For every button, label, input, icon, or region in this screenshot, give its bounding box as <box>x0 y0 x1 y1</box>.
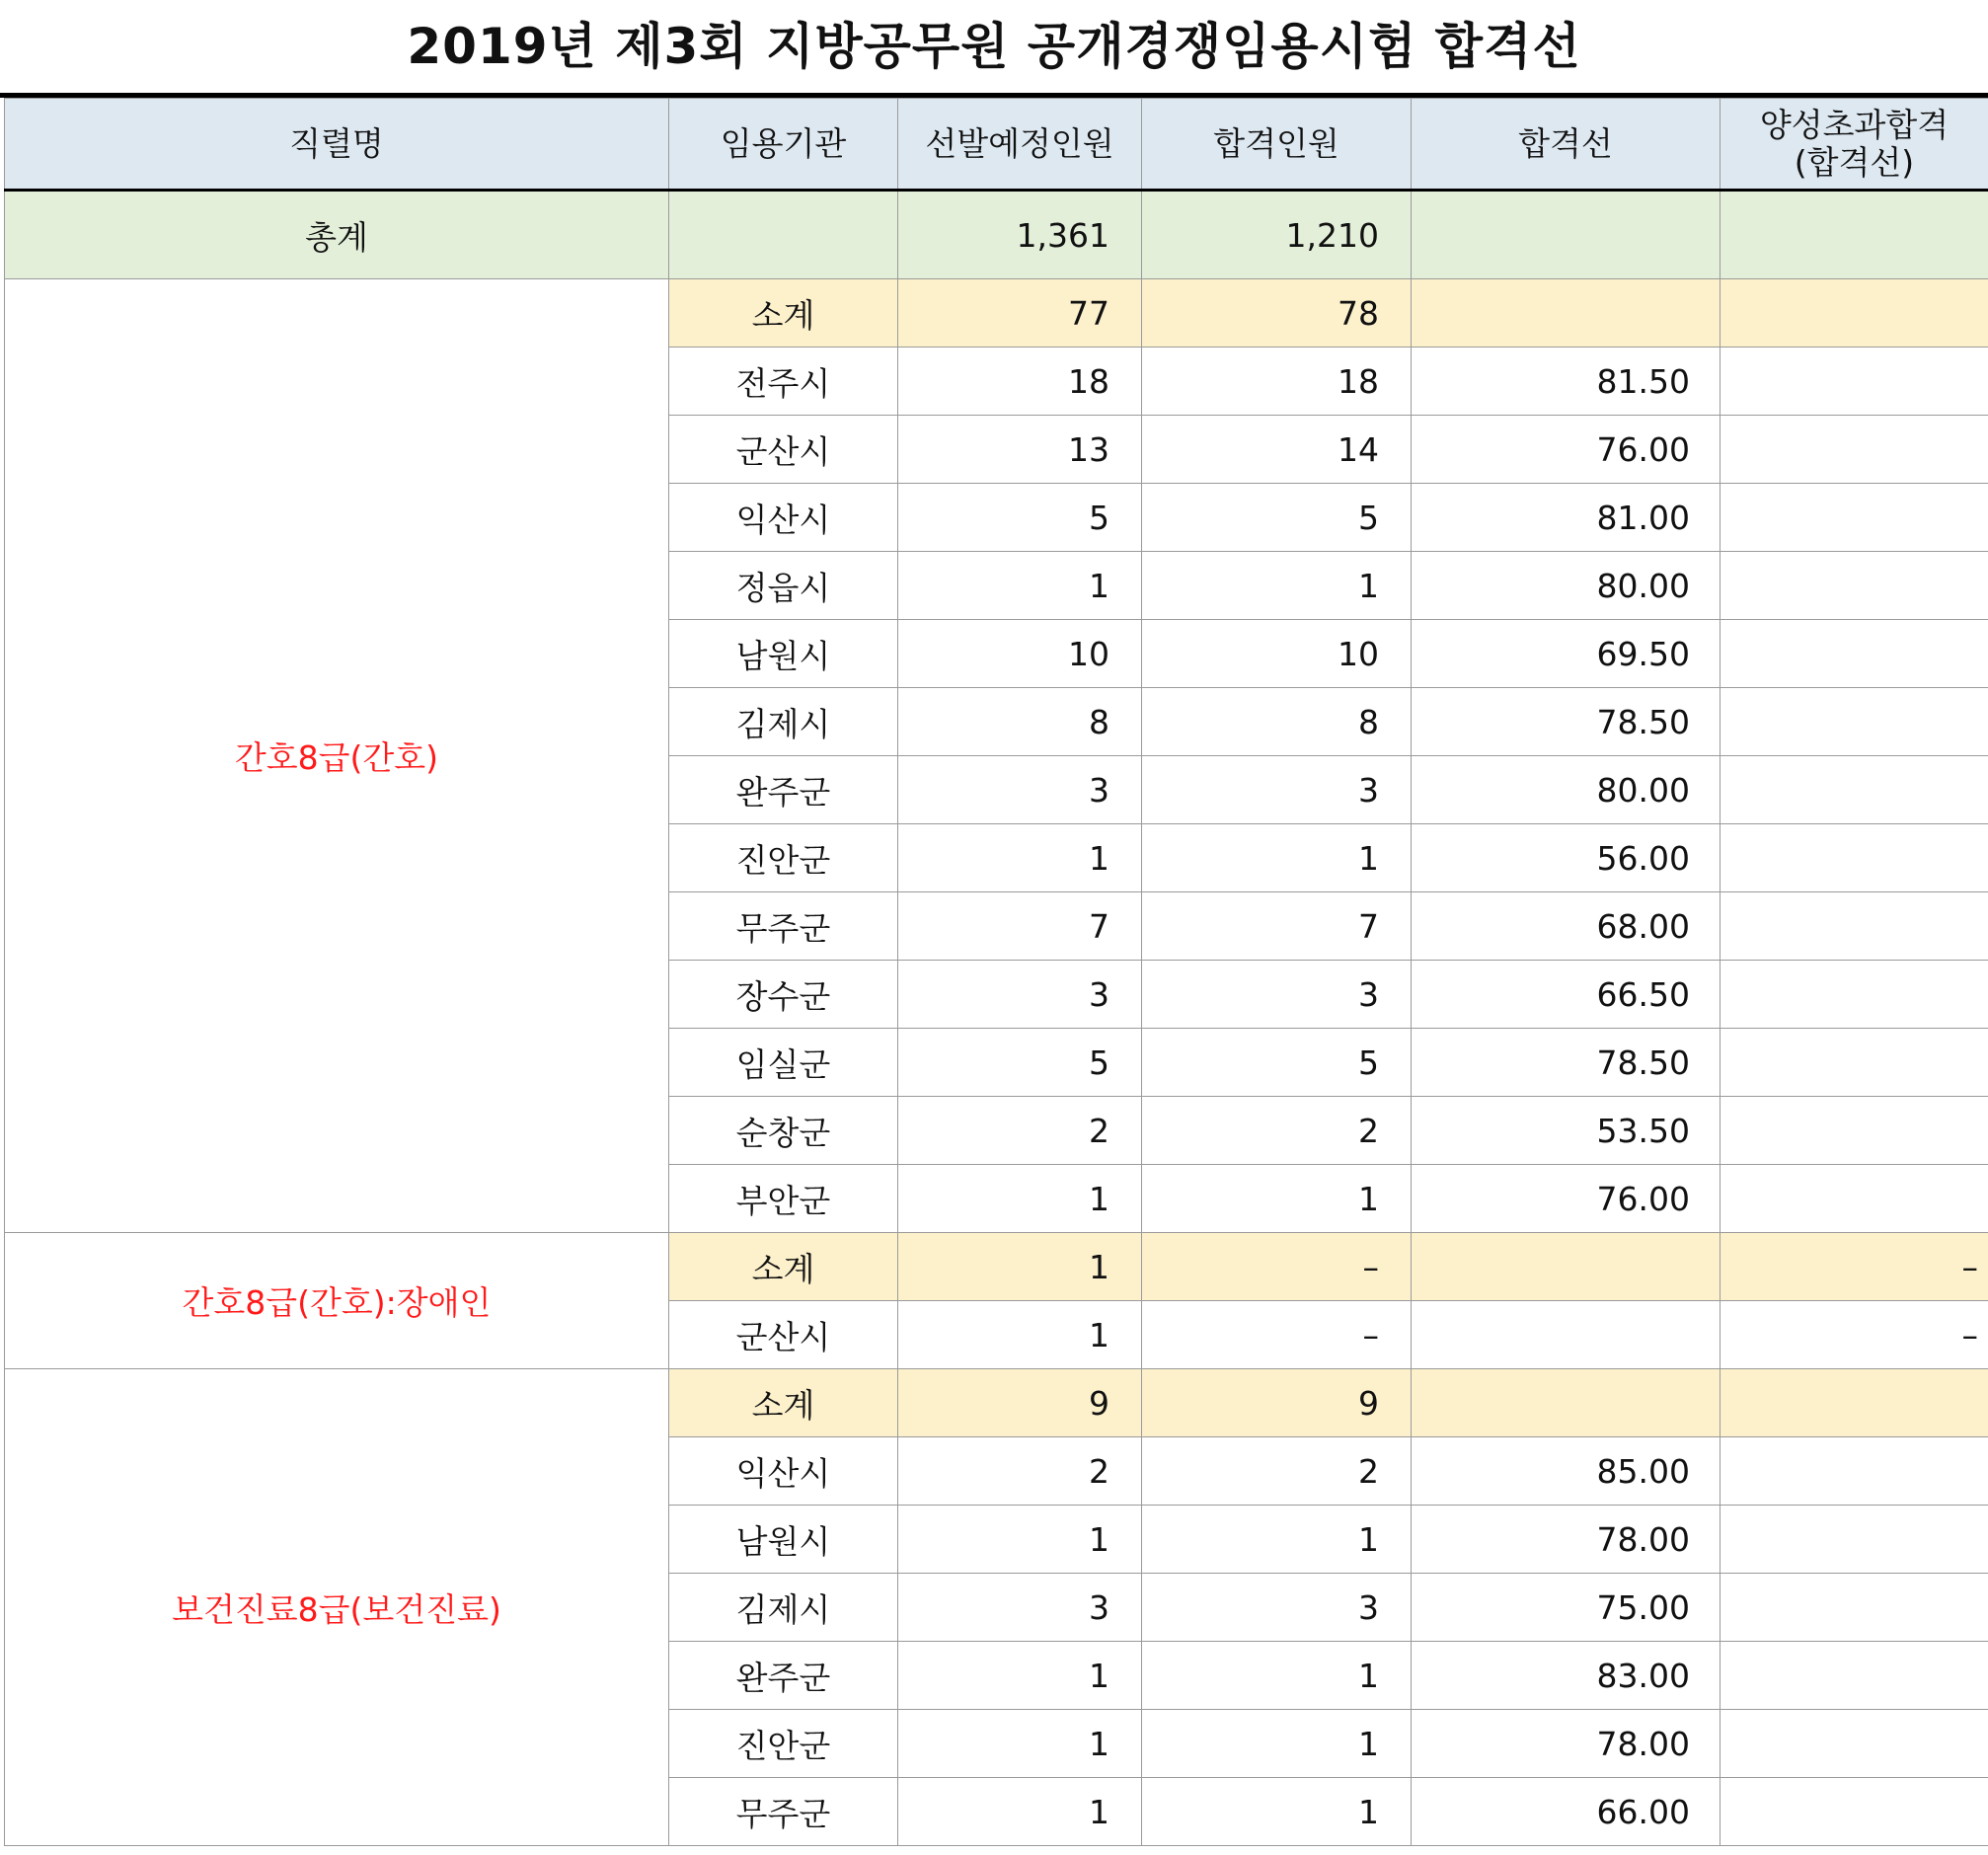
planned-cell: 1 <box>898 1642 1142 1710</box>
passed-cell: 78 <box>1142 279 1412 348</box>
cutoff-cell <box>1412 1233 1720 1301</box>
cutoff-cell: 69.50 <box>1412 620 1720 688</box>
extra-pass-cell <box>1720 688 1988 756</box>
column-header-extra-pass-line: (합격선) <box>1794 142 1915 182</box>
passed-cell: – <box>1142 1233 1412 1301</box>
cutoff-cell: 56.00 <box>1412 824 1720 892</box>
cutoff-cell: 78.50 <box>1412 1029 1720 1097</box>
extra-pass-cell <box>1720 1029 1988 1097</box>
passed-cell: 5 <box>1142 484 1412 552</box>
agency-cell: 정읍시 <box>669 552 898 620</box>
agency-cell: 소계 <box>669 1233 898 1301</box>
extra-pass-cell <box>1720 1165 1988 1233</box>
cutoff-cell: 78.00 <box>1412 1710 1720 1778</box>
position-name: 보건진료8급(보건진료) <box>5 1369 669 1846</box>
agency-cell: 김제시 <box>669 688 898 756</box>
agency-cell: 부안군 <box>669 1165 898 1233</box>
cutoff-cell: 53.50 <box>1412 1097 1720 1165</box>
table-header-row <box>5 99 1988 191</box>
cutoff-cell: 66.00 <box>1412 1778 1720 1846</box>
planned-cell: 5 <box>898 484 1142 552</box>
extra-pass-cell <box>1720 552 1988 620</box>
extra-pass-cell <box>1720 348 1988 416</box>
cutoff-cell: 75.00 <box>1412 1574 1720 1642</box>
planned-cell: 3 <box>898 756 1142 824</box>
planned-cell: 8 <box>898 688 1142 756</box>
cutoff-cell: 81.00 <box>1412 484 1720 552</box>
extra-pass-cell <box>1720 620 1988 688</box>
agency-cell: 군산시 <box>669 416 898 484</box>
planned-cell: 2 <box>898 1097 1142 1165</box>
total-row <box>5 191 1988 279</box>
extra-pass-cell <box>1720 279 1988 348</box>
cutoff-cell <box>1412 1369 1720 1437</box>
passed-cell: 1 <box>1142 1642 1412 1710</box>
passed-cell: 2 <box>1142 1097 1412 1165</box>
column-header-position: 직렬명 <box>5 99 669 191</box>
planned-cell: 10 <box>898 620 1142 688</box>
passed-cell: 1 <box>1142 1165 1412 1233</box>
column-header-extra-pass-line: 양성초과합격 <box>1759 105 1950 144</box>
cutoff-cell: 85.00 <box>1412 1437 1720 1506</box>
agency-cell: 익산시 <box>669 484 898 552</box>
total-cutoff <box>1412 191 1720 279</box>
planned-cell: 5 <box>898 1029 1142 1097</box>
total-label: 총계 <box>5 191 669 279</box>
passed-cell: 1 <box>1142 1506 1412 1574</box>
extra-pass-cell: – <box>1720 1301 1988 1369</box>
extra-pass-cell <box>1720 1574 1988 1642</box>
planned-cell: 3 <box>898 1574 1142 1642</box>
agency-cell: 임실군 <box>669 1029 898 1097</box>
column-header-passed: 합격인원 <box>1142 99 1412 191</box>
agency-cell: 무주군 <box>669 1778 898 1846</box>
cutoff-cell <box>1412 279 1720 348</box>
planned-cell: 18 <box>898 348 1142 416</box>
agency-cell: 군산시 <box>669 1301 898 1369</box>
agency-cell: 완주군 <box>669 1642 898 1710</box>
extra-pass-cell <box>1720 1369 1988 1437</box>
agency-cell: 진안군 <box>669 824 898 892</box>
total-agency-cell <box>669 191 898 279</box>
page-title: 2019년 제3회 지방공무원 공개경쟁임용시험 합격선 <box>407 18 1581 75</box>
column-header-cutoff: 합격선 <box>1412 99 1720 191</box>
extra-pass-cell <box>1720 824 1988 892</box>
passed-cell: 1 <box>1142 552 1412 620</box>
agency-cell: 남원시 <box>669 1506 898 1574</box>
planned-cell: 1 <box>898 552 1142 620</box>
passed-cell: 9 <box>1142 1369 1412 1437</box>
passed-cell: – <box>1142 1301 1412 1369</box>
planned-cell: 2 <box>898 1437 1142 1506</box>
agency-cell: 완주군 <box>669 756 898 824</box>
subtotal-row <box>5 1369 1988 1437</box>
extra-pass-cell <box>1720 416 1988 484</box>
passed-cell: 1 <box>1142 824 1412 892</box>
agency-cell: 진안군 <box>669 1710 898 1778</box>
extra-pass-cell: – <box>1720 1233 1988 1301</box>
planned-cell: 1 <box>898 1506 1142 1574</box>
passed-cell: 8 <box>1142 688 1412 756</box>
passed-cell: 5 <box>1142 1029 1412 1097</box>
cutoff-cell: 76.00 <box>1412 1165 1720 1233</box>
column-header-planned: 선발예정인원 <box>898 99 1142 191</box>
extra-pass-cell <box>1720 892 1988 961</box>
total-passed: 1,210 <box>1142 191 1412 279</box>
planned-cell: 1 <box>898 1233 1142 1301</box>
extra-pass-cell <box>1720 1437 1988 1506</box>
passed-cell: 3 <box>1142 1574 1412 1642</box>
column-header-extra-pass <box>1720 99 1988 191</box>
passed-cell: 10 <box>1142 620 1412 688</box>
agency-cell: 남원시 <box>669 620 898 688</box>
planned-cell: 1 <box>898 1710 1142 1778</box>
extra-pass-cell <box>1720 1778 1988 1846</box>
passed-cell: 14 <box>1142 416 1412 484</box>
planned-cell: 1 <box>898 824 1142 892</box>
total-extra <box>1720 191 1988 279</box>
extra-pass-cell <box>1720 1506 1988 1574</box>
extra-pass-cell <box>1720 1097 1988 1165</box>
cutoff-cell: 78.00 <box>1412 1506 1720 1574</box>
passed-cell: 3 <box>1142 756 1412 824</box>
column-header-agency: 임용기관 <box>669 99 898 191</box>
agency-cell: 익산시 <box>669 1437 898 1506</box>
passed-cell: 2 <box>1142 1437 1412 1506</box>
cutoff-cell: 78.50 <box>1412 688 1720 756</box>
extra-pass-cell <box>1720 961 1988 1029</box>
passed-cell: 3 <box>1142 961 1412 1029</box>
cutoff-cell: 76.00 <box>1412 416 1720 484</box>
extra-pass-cell <box>1720 756 1988 824</box>
agency-cell: 무주군 <box>669 892 898 961</box>
planned-cell: 1 <box>898 1778 1142 1846</box>
planned-cell: 77 <box>898 279 1142 348</box>
passed-cell: 1 <box>1142 1778 1412 1846</box>
planned-cell: 1 <box>898 1301 1142 1369</box>
cutoff-cell <box>1412 1301 1720 1369</box>
cutoff-cell: 80.00 <box>1412 756 1720 824</box>
planned-cell: 3 <box>898 961 1142 1029</box>
passed-cell: 18 <box>1142 348 1412 416</box>
cutoff-cell: 83.00 <box>1412 1642 1720 1710</box>
extra-pass-cell <box>1720 484 1988 552</box>
subtotal-row <box>5 279 1988 348</box>
agency-cell: 장수군 <box>669 961 898 1029</box>
extra-pass-cell <box>1720 1642 1988 1710</box>
position-name: 간호8급(간호) <box>5 279 669 1233</box>
planned-cell: 1 <box>898 1165 1142 1233</box>
passed-cell: 7 <box>1142 892 1412 961</box>
cutoff-cell: 68.00 <box>1412 892 1720 961</box>
subtotal-row <box>5 1233 1988 1301</box>
cutoff-cell: 81.50 <box>1412 348 1720 416</box>
planned-cell: 7 <box>898 892 1142 961</box>
cutoff-table <box>4 98 1988 1846</box>
agency-cell: 소계 <box>669 1369 898 1437</box>
passed-cell: 1 <box>1142 1710 1412 1778</box>
total-planned: 1,361 <box>898 191 1142 279</box>
agency-cell: 소계 <box>669 279 898 348</box>
agency-cell: 김제시 <box>669 1574 898 1642</box>
agency-cell: 전주시 <box>669 348 898 416</box>
extra-pass-cell <box>1720 1710 1988 1778</box>
planned-cell: 13 <box>898 416 1142 484</box>
planned-cell: 9 <box>898 1369 1142 1437</box>
cutoff-cell: 80.00 <box>1412 552 1720 620</box>
cutoff-cell: 66.50 <box>1412 961 1720 1029</box>
position-name: 간호8급(간호):장애인 <box>5 1233 669 1369</box>
agency-cell: 순창군 <box>669 1097 898 1165</box>
